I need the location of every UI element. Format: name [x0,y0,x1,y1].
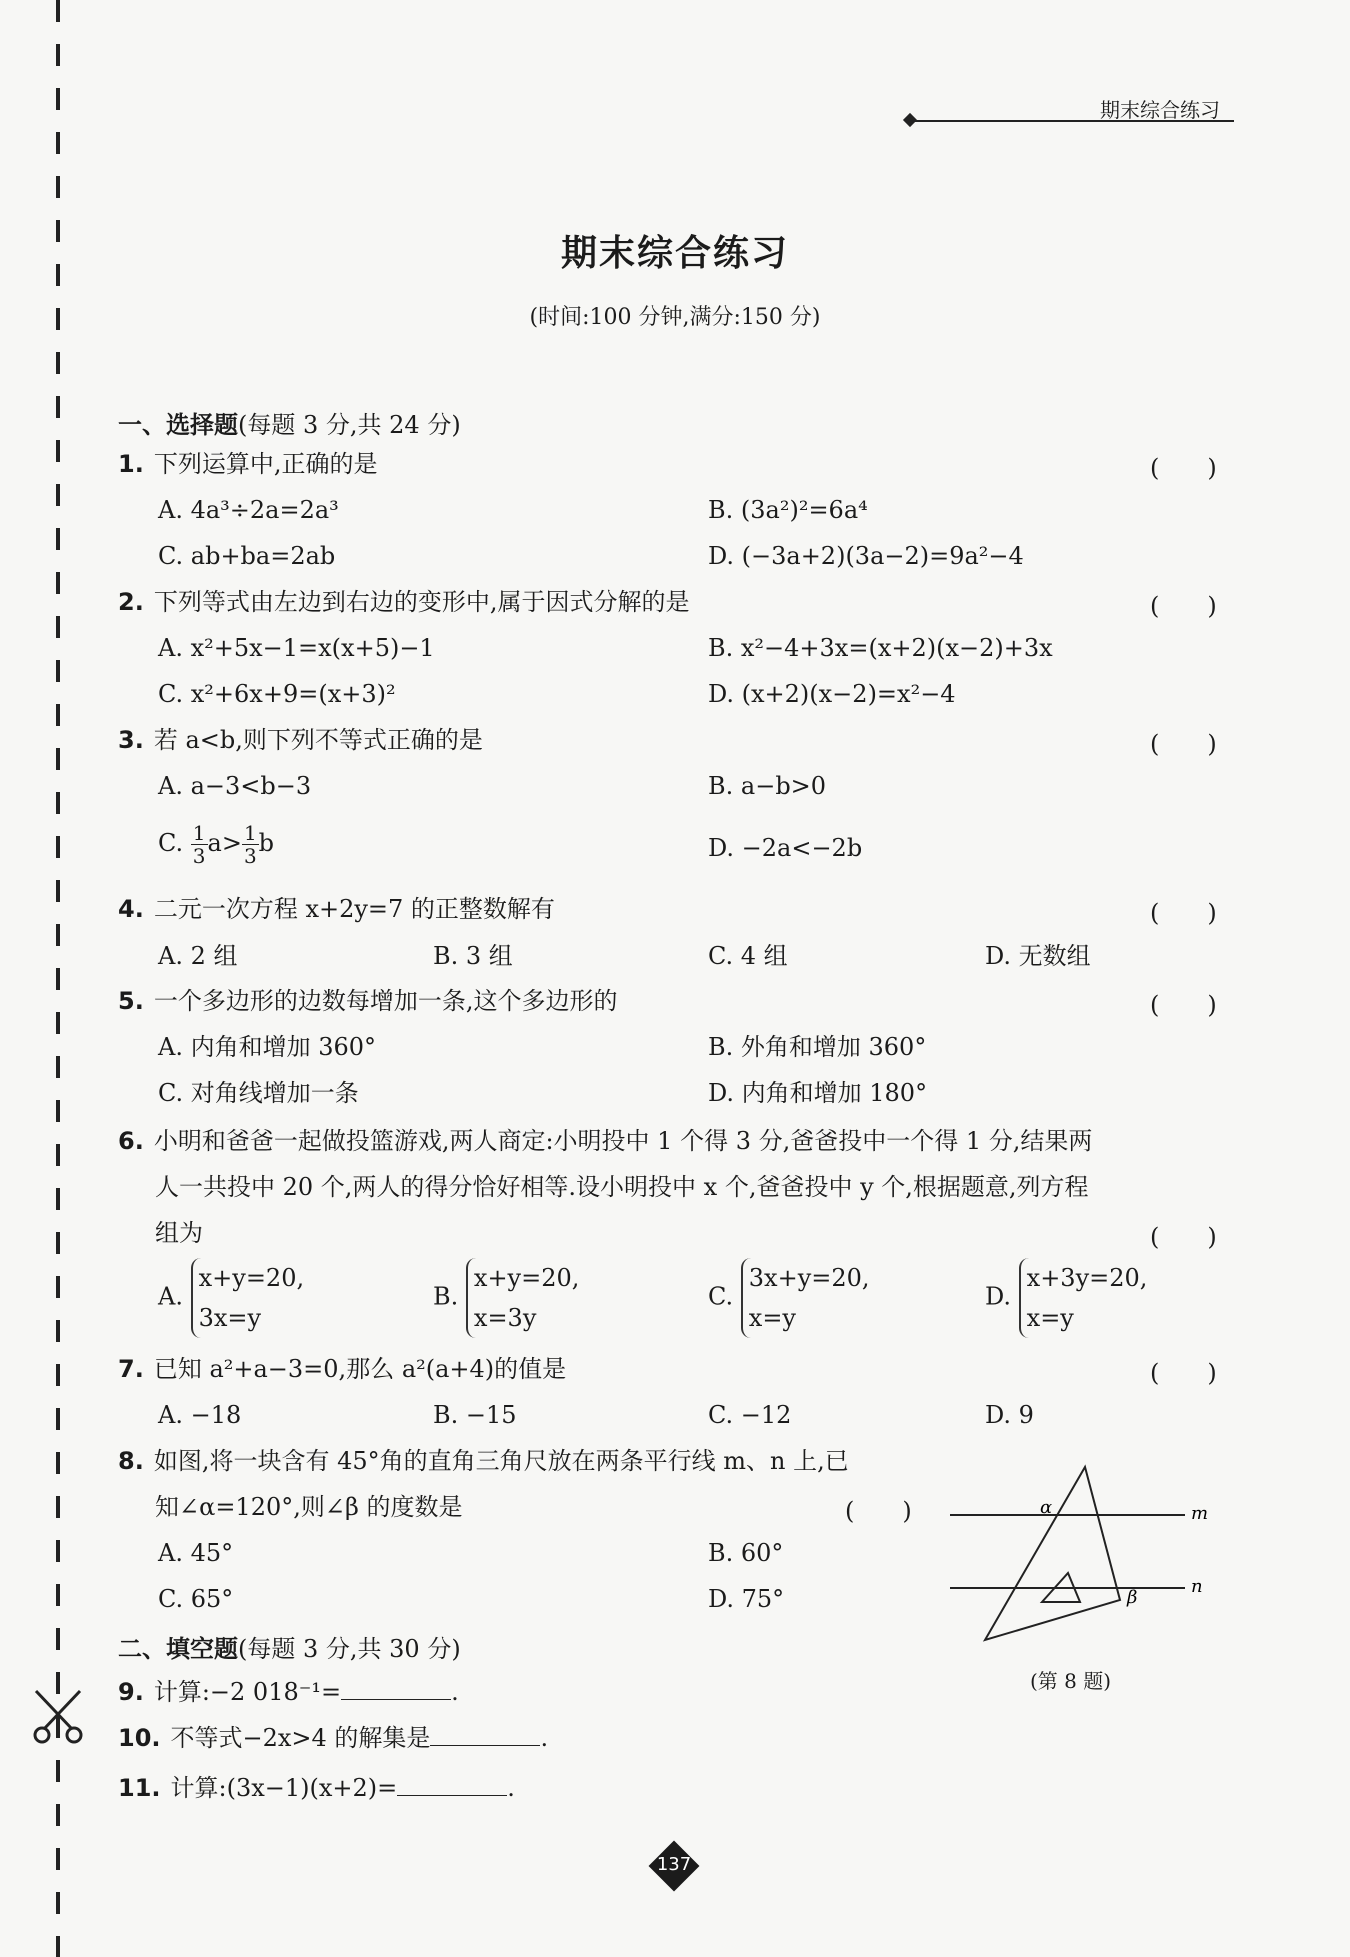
outer-triangle [985,1467,1120,1640]
question-stem: 已知 a²+a−3=0,那么 a²(a+4)的值是 [153,1355,567,1383]
option-a: A. 2 组 [158,942,238,970]
option-d: D. (−3a+2)(3a−2)=9a²−4 [708,542,1024,570]
option-b: B. 3 组 [433,942,513,970]
option-d: D. 无数组 [985,942,1091,970]
cut-line [56,0,60,1957]
alpha-label: α [1040,1497,1053,1518]
answer-paren: ( ) [1150,592,1217,620]
equation-system: x+y=20, x=3y [466,1258,579,1338]
question-stem-line: 组为 [155,1219,203,1247]
option-b: B. 外角和增加 360° [708,1033,927,1061]
question-number: 5. [118,987,144,1015]
option-b: B. 60° [708,1539,784,1567]
question-stem: 下列等式由左边到右边的变形中,属于因式分解的是 [153,588,690,616]
option-b: B. (3a²)²=6a⁴ [708,496,868,524]
question-8 [118,1445,849,1477]
question-11: 11. 计算:(3x−1)(x+2)= . [118,1771,515,1804]
question-2 [118,586,689,618]
option-d: D. 75° [708,1585,785,1613]
question-stem-line: 如图,将一块含有 45°角的直角三角尺放在两条平行线 m、n 上,已 [153,1447,849,1475]
question-7 [118,1353,566,1385]
m-label: m [1191,1503,1209,1524]
question-number: 2. [118,588,144,616]
section-title: 一、选择题 [118,410,238,439]
question-5 [118,985,617,1017]
question-9: 9. 计算:−2 018⁻¹= . [118,1675,459,1708]
answer-paren: ( ) [1150,730,1217,758]
equation-system: 3x+y=20, x=y [741,1258,870,1338]
answer-paren: ( ) [1150,454,1217,482]
option-b: B. a−b>0 [708,772,827,800]
beta-label: β [1127,1587,1138,1608]
option-c: C. 3x+y=20, x=y [708,1258,870,1338]
option-a: A. 4a³÷2a=2a³ [158,496,339,524]
answer-paren: ( ) [1150,1359,1217,1387]
option-d: D. x+3y=20, x=y [985,1258,1147,1338]
section-title: 二、填空题 [118,1634,238,1663]
option-b: B. −15 [433,1401,517,1429]
option-c: C. 65° [158,1585,234,1613]
scissors-icon [28,1685,88,1745]
fraction: $\frac{1}{3}$ [243,821,257,868]
answer-paren: ( ) [1150,1223,1217,1251]
option-b: B. x²−4+3x=(x+2)(x−2)+3x [708,634,1053,662]
answer-blank[interactable] [397,1771,507,1796]
question-stem: 一个多边形的边数每增加一条,这个多边形的 [153,987,618,1015]
figure-caption: (第 8 题) [1030,1669,1112,1693]
option-d: D. 9 [985,1401,1034,1429]
question-stem: 下列运算中,正确的是 [153,450,378,478]
option-a: A. −18 [158,1401,242,1429]
question-stem: 二元一次方程 x+2y=7 的正整数解有 [153,895,555,923]
question-number: 1. [118,450,144,478]
answer-paren: ( ) [845,1497,912,1525]
option-c: C. $\frac{1}{3}$ a> $\frac{1}{3}$ b [158,821,275,868]
section-note: (每题 3 分,共 24 分) [238,411,461,439]
answer-blank[interactable] [430,1721,540,1746]
running-title: 期末综合练习 [1100,98,1220,122]
question-stem-line: 人一共投中 20 个,两人的得分恰好相等.设小明投中 x 个,爸爸投中 y 个,根据题意,列方程 [155,1173,1089,1201]
question-stem-line: 小明和爸爸一起做投篮游戏,两人商定:小明投中 1 个得 3 分,爸爸投中一个得 1 分,结果两 [153,1127,1093,1155]
fraction: $\frac{1}{3}$ [192,821,206,868]
option-d: D. (x+2)(x−2)=x²−4 [708,680,956,708]
option-d: D. 内角和增加 180° [708,1079,928,1107]
option-b: B. x+y=20, x=3y [433,1258,579,1338]
option-d: D. −2a<−2b [708,834,863,862]
triangle-figure [945,1455,1215,1675]
option-a: A. x+y=20, 3x=y [158,1258,304,1338]
question-stem: 若 a<b,则下列不等式正确的是 [153,726,483,754]
option-a: A. a−3<b−3 [158,772,312,800]
n-label: n [1191,1576,1203,1597]
question-number: 7. [118,1355,144,1383]
equation-system: x+y=20, 3x=y [191,1258,304,1338]
option-a: A. 45° [158,1539,234,1567]
answer-paren: ( ) [1150,991,1217,1019]
section-heading-fill [118,1629,461,1664]
page-title: 期末综合练习 [560,232,789,274]
option-c: C. 对角线增加一条 [158,1079,359,1107]
page-number: 137 [656,1854,692,1875]
question-number: 6. [118,1127,144,1155]
answer-blank[interactable] [341,1675,451,1700]
page-number-badge [648,1840,700,1892]
question-number: 11. [118,1774,161,1802]
option-label: C. [158,829,184,857]
question-number: 10. [118,1724,161,1752]
question-6 [118,1125,1092,1157]
option-c: C. ab+ba=2ab [158,542,336,570]
question-stem-line: 知∠α=120°,则∠β 的度数是 [155,1493,463,1521]
question-3 [118,724,483,756]
option-a: A. x²+5x−1=x(x+5)−1 [158,634,435,662]
question-1 [118,448,377,480]
question-number: 3. [118,726,144,754]
question-number: 8. [118,1447,144,1475]
question-10: 10. 不等式−2x>4 的解集是 . [118,1721,548,1754]
option-c: C. x²+6x+9=(x+3)² [158,680,396,708]
section-heading-choice [118,405,461,440]
option-a: A. 内角和增加 360° [158,1033,377,1061]
question-number: 4. [118,895,144,923]
section-note: (每题 3 分,共 30 分) [238,1635,461,1663]
page-subtitle: (时间:100 分钟,满分:150 分) [529,305,821,330]
equation-system: x+3y=20, x=y [1019,1258,1148,1338]
question-4 [118,893,555,925]
question-number: 9. [118,1678,144,1706]
option-c: C. −12 [708,1401,792,1429]
answer-paren: ( ) [1150,899,1217,927]
option-c: C. 4 组 [708,942,788,970]
